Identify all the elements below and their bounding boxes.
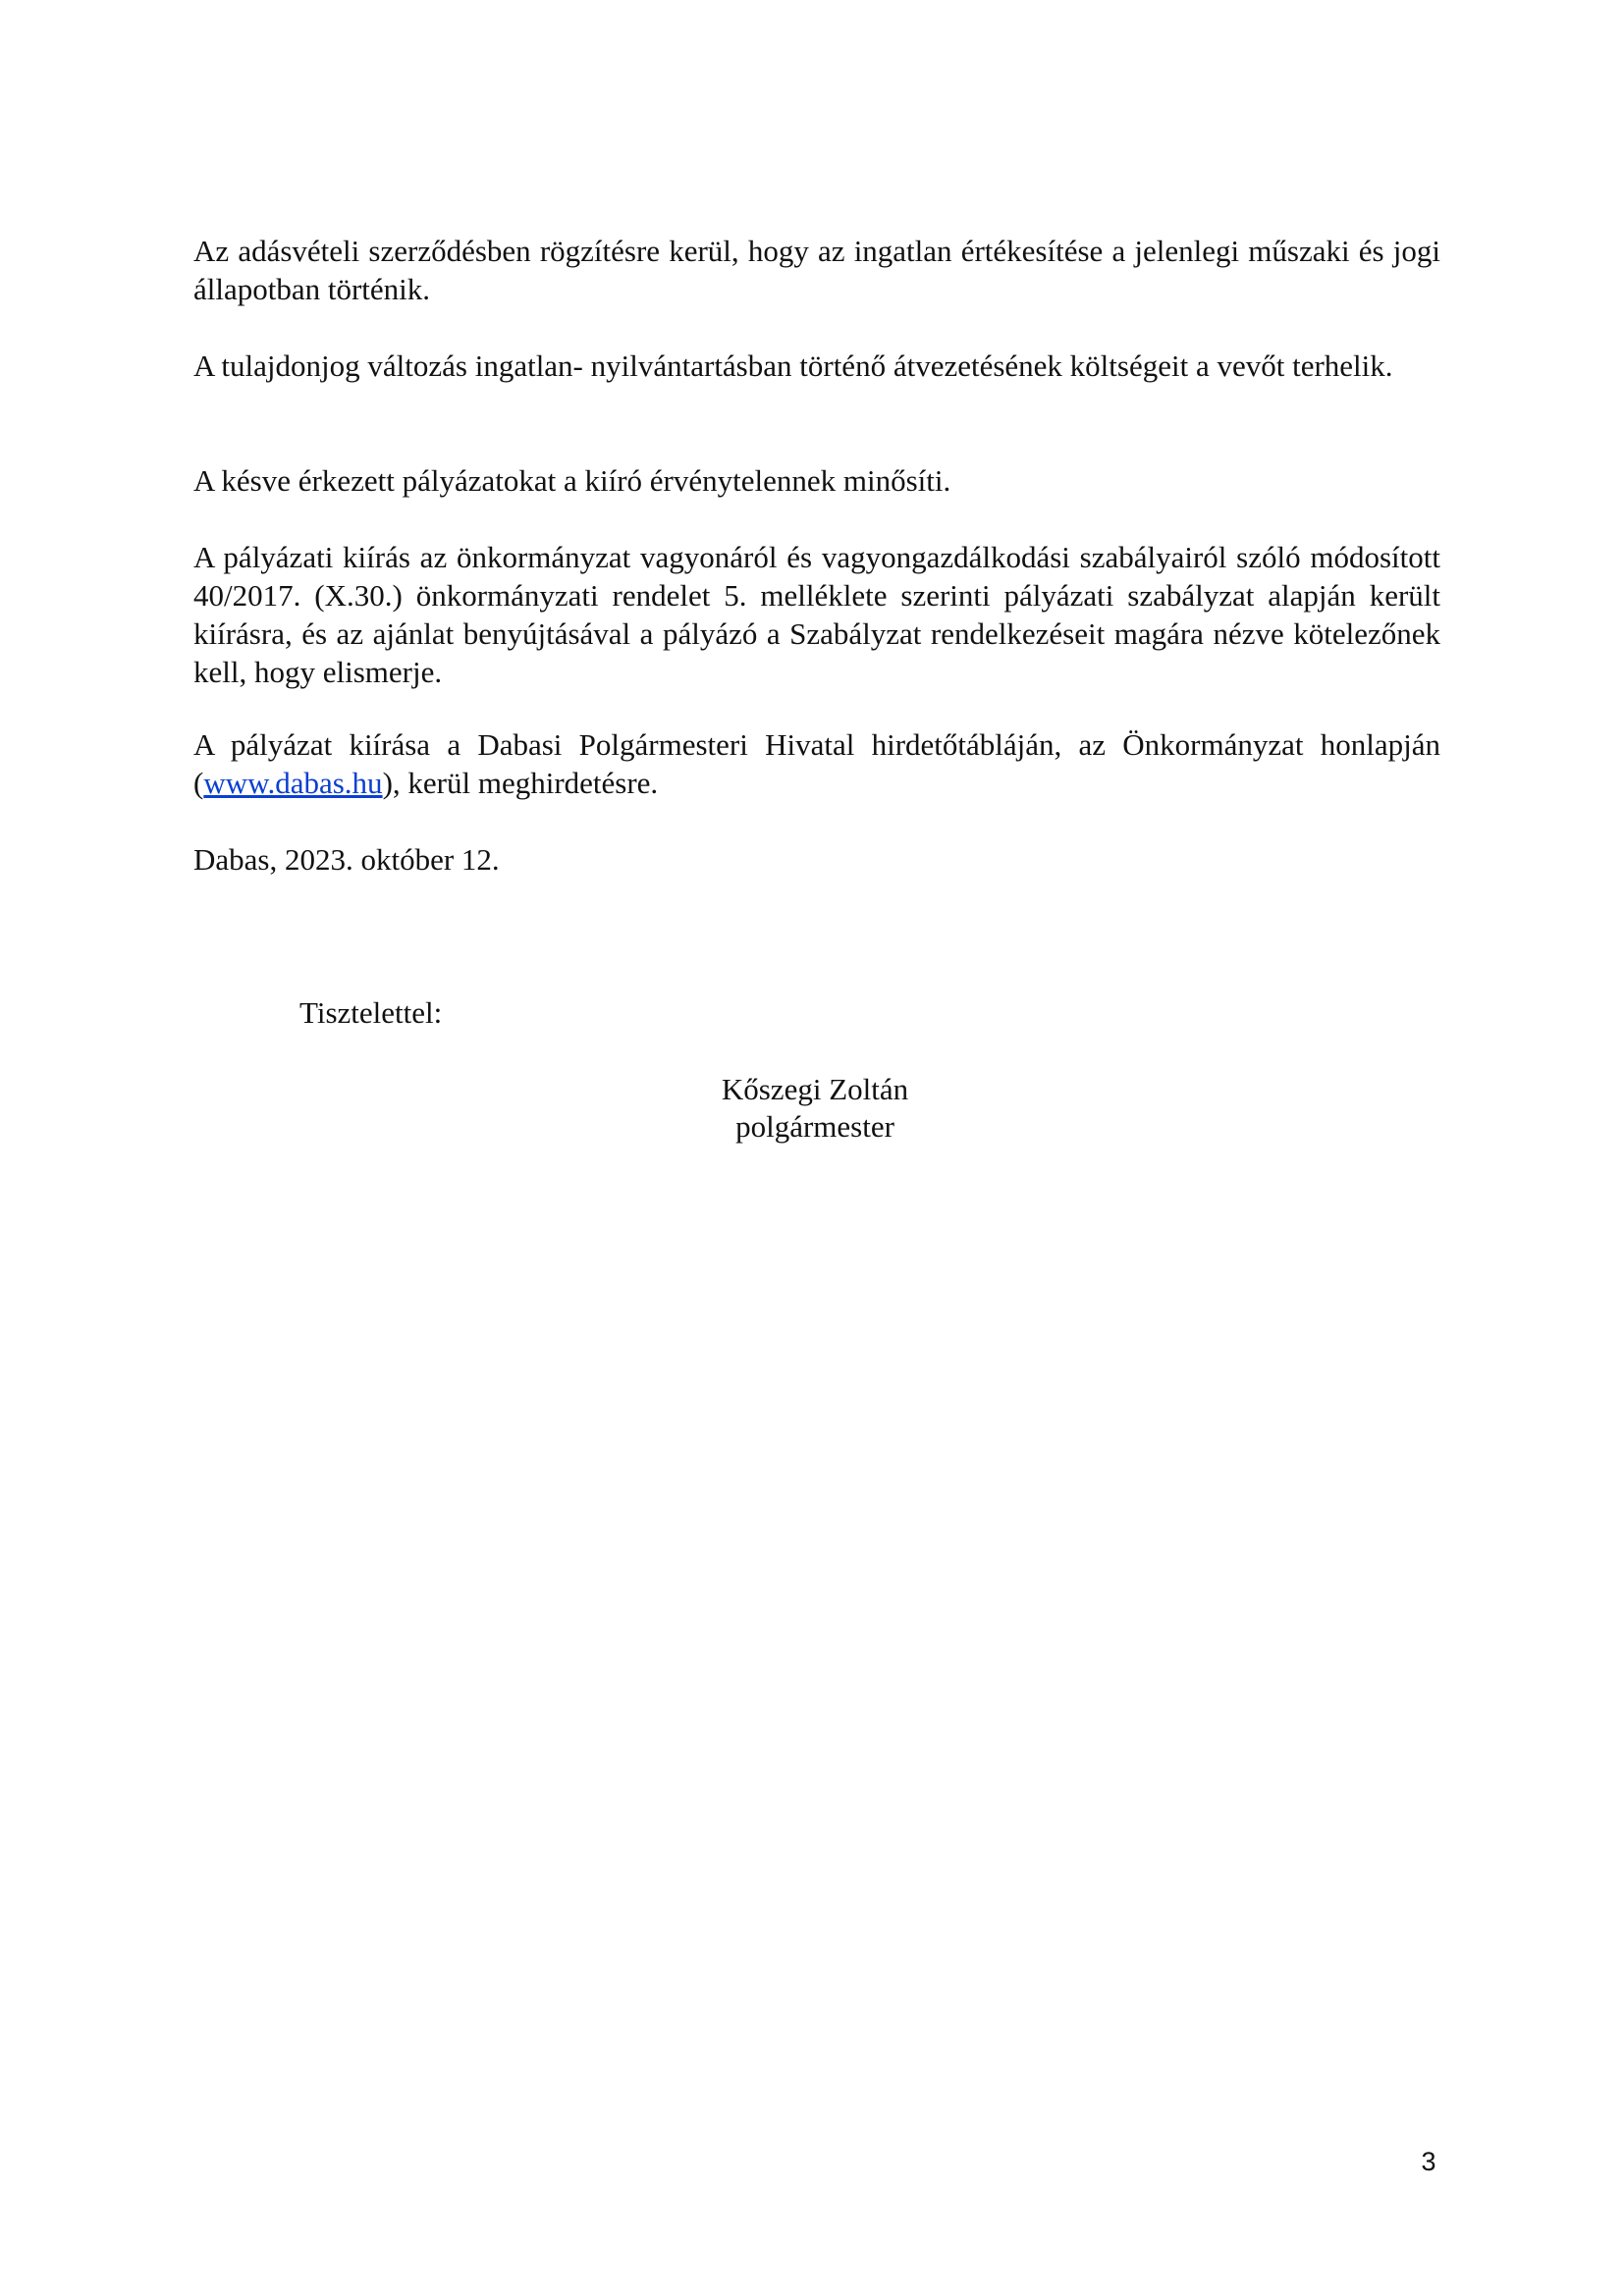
page-number: 3 [1421, 2147, 1436, 2176]
paragraph-late-applications: A késve érkezett pályázatokat a kiíró érvénytelennek minősíti. [193, 463, 951, 498]
publication-text-after: ), kerül meghirdetésre. [382, 766, 659, 800]
closing-salutation: Tisztelettel: [299, 995, 443, 1030]
signatory-title: polgármester [735, 1109, 894, 1144]
paragraph-publication [193, 725, 1440, 802]
date-line: Dabas, 2023. október 12. [193, 842, 500, 877]
signatory-name: Kőszegi Zoltán [721, 1072, 909, 1106]
paragraph-regulation: A pályázati kiírás az önkormányzat vagyonáról és vagyongazdálkodási szabályairól szóló módosított 40/2017. (X.30.) önkormányzati rendelet 5. melléklete szerinti pályázati szabályzat alapján került kiírásra, és az ajánlat benyújtásával a pályázó a Szabályzat rendelkezéseit magára nézve kötelezőnek kell, hogy elismerje. [193, 540, 1440, 689]
paragraph-contract-condition: Az adásvételi szerződésben rögzítésre kerül, hogy az ingatlan értékesítése a jelenlegi műszaki és jogi állapotban történik. [193, 234, 1440, 306]
website-link[interactable]: www.dabas.hu [203, 766, 383, 800]
paragraph-registration-costs: A tulajdonjog változás ingatlan- nyilvántartásban történő átvezetésének költségeit a vevőt terhelik. [193, 348, 1393, 383]
publication-text-before: A pályázat kiírása a Dabasi Polgármesteri Hivatal hirdetőtábláján, az Önkormányzat honlapján ( [193, 727, 1440, 800]
